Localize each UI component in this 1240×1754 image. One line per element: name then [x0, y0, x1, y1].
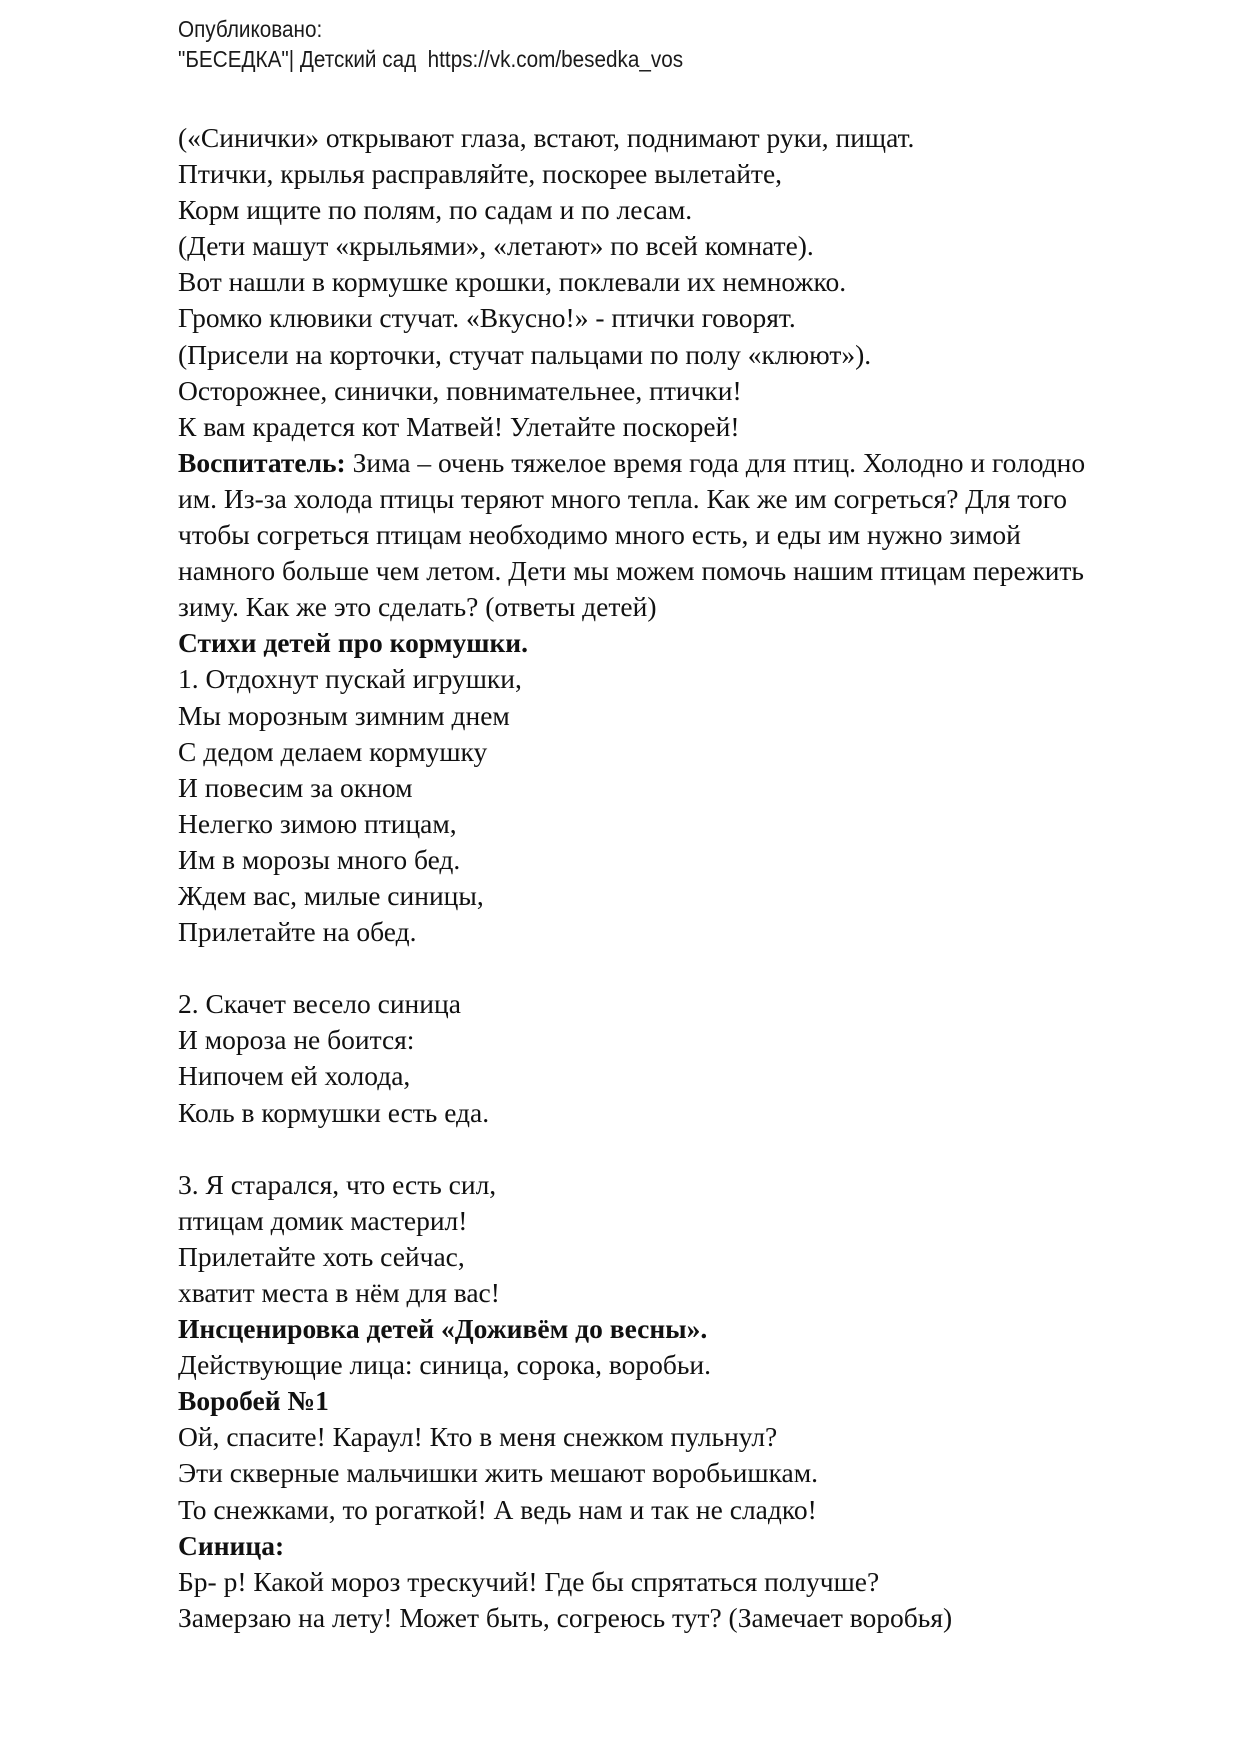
- poem-line: Прилетайте хоть сейчас,: [178, 1240, 465, 1272]
- poem-line: И повесим за окном: [178, 771, 413, 803]
- poem-line: хватит места в нём для вас!: [178, 1277, 500, 1308]
- text-line: Корм ищите по полям, по садам и по лесам.: [178, 194, 693, 226]
- section-heading: [178, 1311, 1188, 1347]
- blank-line: [178, 950, 1188, 986]
- text-line: намного больше чем летом. Дети мы можем помочь нашим птицам пережить: [178, 555, 1084, 587]
- poem-line: 2. Скачет весело синица: [178, 988, 461, 1020]
- poem-line: 3. Я старался, что есть сил,: [178, 1168, 497, 1200]
- section-heading: [178, 625, 1188, 661]
- speaker-heading: [178, 1383, 1188, 1419]
- speaker-label: Воспитатель:: [178, 446, 346, 478]
- dialogue-line: Эти скверные мальчишки жить мешают воробьишкам.: [178, 1457, 819, 1489]
- text-line: (Дети машут «крыльями», «летают» по всей комнате).: [178, 230, 814, 262]
- poem-line: С дедом делаем кормушку: [178, 735, 488, 767]
- poem-line: Нелегко зимою птицам,: [178, 807, 457, 839]
- poem-line: Мы морозным зимним днем: [178, 699, 510, 731]
- poem-line: Ждем вас, милые синицы,: [178, 879, 484, 911]
- dialogue-line: То снежками, то рогаткой! А ведь нам и так не сладко!: [178, 1493, 817, 1525]
- source-line: "БЕСЕДКА"| Детский сад https://vk.com/besedka_vos: [178, 46, 684, 72]
- dialogue-line: Замерзаю на лету! Может быть, согреюсь тут? (Замечает воробья): [178, 1601, 953, 1633]
- text-line: («Синички» открывают глаза, встают, поднимают руки, пищат.: [178, 122, 915, 153]
- speaker-label: Воробей №1: [178, 1385, 329, 1417]
- text-span: Зима – очень тяжелое время года для птиц. Холодно и голодно: [345, 446, 1086, 478]
- heading-text: Инсценировка детей «Доживём до весны».: [178, 1313, 708, 1345]
- poem-line: Им в морозы много бед.: [178, 843, 461, 875]
- publication-header: [178, 14, 683, 74]
- text-line: зиму. Как же это сделать? (ответы детей): [178, 591, 657, 623]
- heading-text: Стихи детей про кормушки.: [178, 627, 529, 659]
- poem-line: Нипочем ей холода,: [178, 1060, 411, 1092]
- text-line: чтобы согреться птицам необходимо много есть, и еды им нужно зимой: [178, 519, 1021, 551]
- poem-line: И мороза не боится:: [178, 1024, 415, 1056]
- text-line: им. Из-за холода птицы теряют много тепла. Как же им согреться? Для того: [178, 482, 1068, 514]
- poem-line: птицам домик мастерил!: [178, 1204, 468, 1236]
- published-label: Опубликовано:: [178, 16, 323, 42]
- text-line: (Присели на корточки, стучат пальцами по полу «клюют»).: [178, 338, 872, 370]
- blank-line: [178, 1131, 1188, 1167]
- speaker-label: Синица:: [178, 1529, 285, 1561]
- dialogue-line: Ой, спасите! Караул! Кто в меня снежком пульнул?: [178, 1421, 778, 1453]
- poem-line: Коль в кормушки есть еда.: [178, 1096, 490, 1128]
- text-line: Громко клювики стучат. «Вкусно!» - птички говорят.: [178, 302, 796, 334]
- dialogue-line: Бр- р! Какой мороз трескучий! Где бы спрятаться получше?: [178, 1565, 880, 1597]
- document-body: [178, 120, 1188, 1636]
- text-line: Осторожнее, синички, повнимательнее, птички!: [178, 374, 742, 406]
- text-line: Действующие лица: синица, сорока, воробьи.: [178, 1349, 711, 1381]
- text-line: Птички, крылья расправляйте, поскорее вылетайте,: [178, 158, 783, 190]
- text-line: Вот нашли в кормушке крошки, поклевали их немножко.: [178, 266, 847, 298]
- text-line: К вам крадется кот Матвей! Улетайте поскорей!: [178, 410, 740, 442]
- poem-line: Прилетайте на обед.: [178, 916, 417, 948]
- poem-line: 1. Отдохнут пускай игрушки,: [178, 663, 522, 695]
- teacher-paragraph-line: [178, 445, 1188, 481]
- speaker-heading: [178, 1528, 1188, 1564]
